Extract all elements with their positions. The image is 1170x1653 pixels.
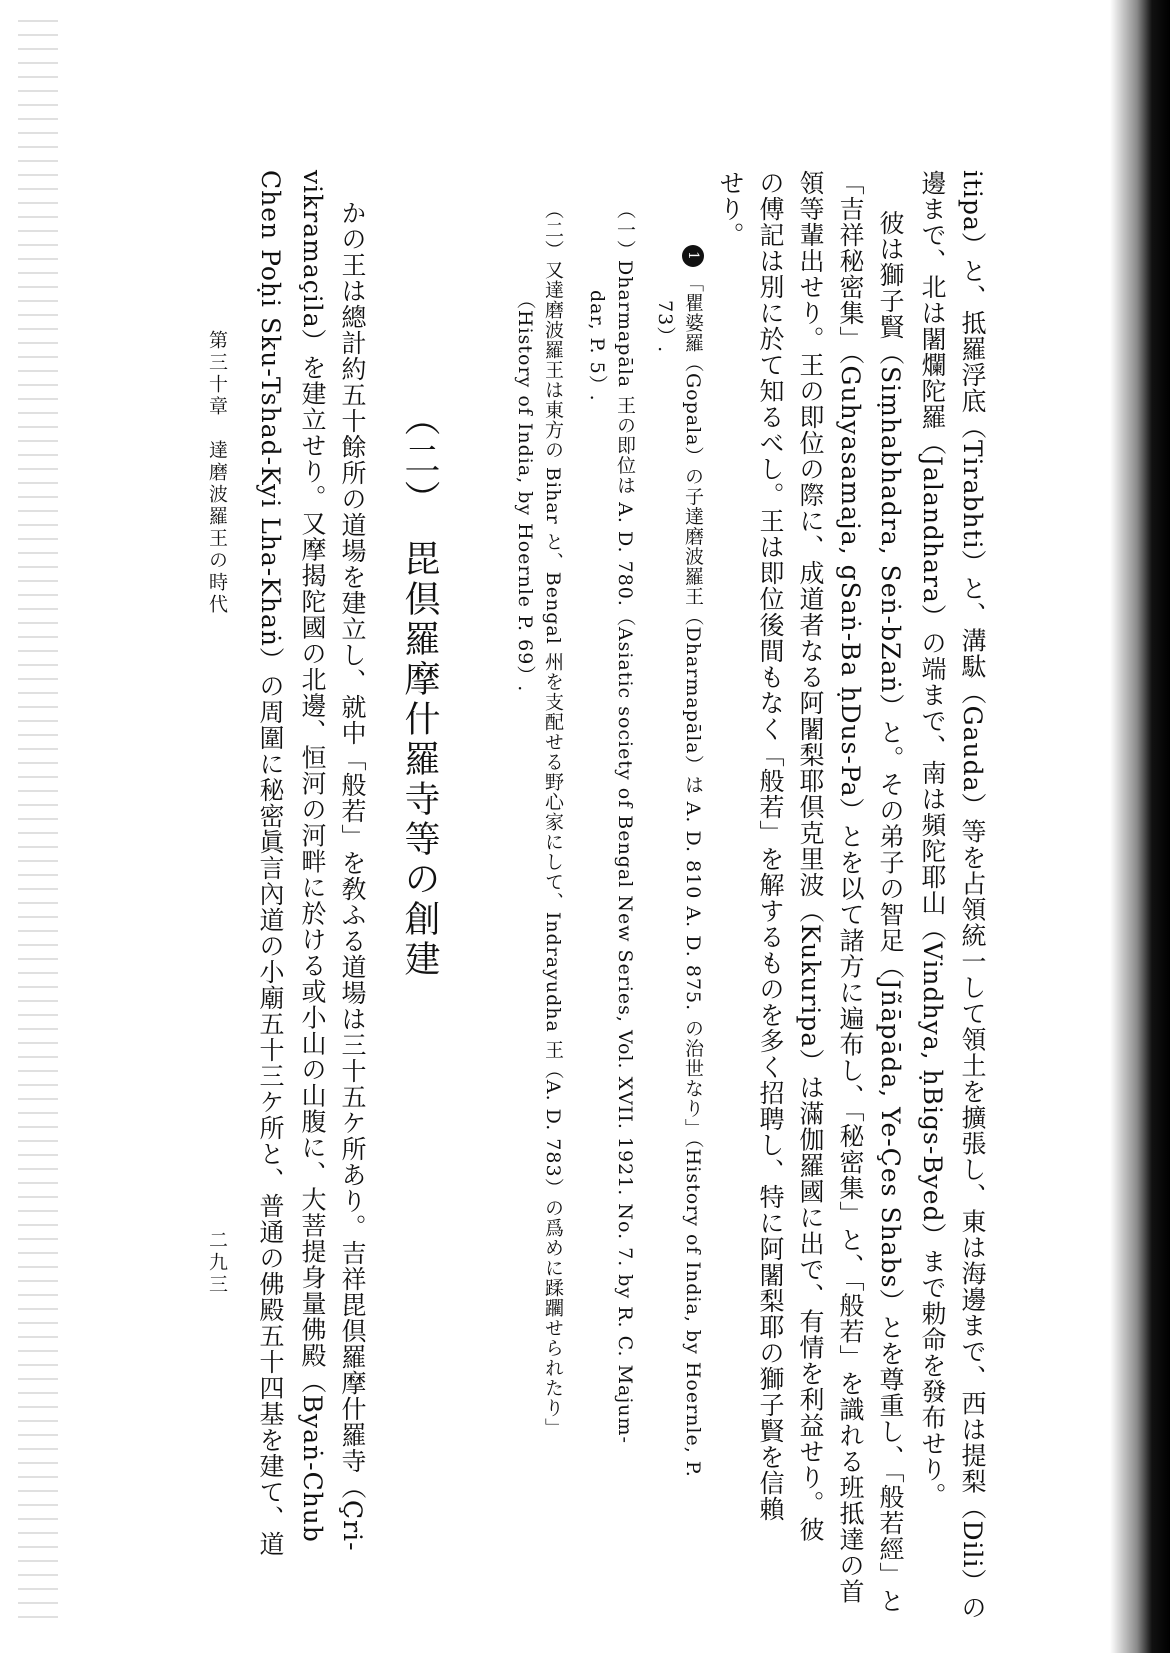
body-line: 「吉祥秘密集」（Guhyasamaja, gSaṅ-Ba ḥDus-Pa）とを以て諸方に遍布し、「秘密集」と、「般若」を識れる班抵達の首 <box>836 170 865 1605</box>
section-title: 毘倶羅摩什羅寺等の創建 <box>399 540 440 980</box>
body-line: 邊まで、北は闍爛陀羅（Jalandhara）の端まで、南は頻陀耶山（Vindhya, ḥBigs-Byed）まで勅命を發布せり。 <box>918 170 947 1509</box>
note-text: 又達磨波羅王は東方の Bihar と、Bengal 州を支配せる野心家にして、Indrayudha 王（A. D. 783）の爲めに蹂躙せられたり」 <box>542 260 564 1438</box>
note-label: （一） <box>614 200 636 260</box>
note-line: 73）. <box>654 300 676 354</box>
note-line <box>680 245 706 1478</box>
note-text: Dharmapāla 王の即位は A. D. 780.（Asiatic society of Bengal New Series, Vol. XVII. 1921. No. 7. by R. C. Majum- <box>614 260 636 1444</box>
section-line: vikramaçila）を建立せり。又摩揭陀國の北邊、恒河の河畔に於ける或小山の山腹に、大菩提身量佛殿（Byaṅ-Chub <box>298 170 327 1543</box>
book-spine-shadow <box>1110 0 1170 1653</box>
section-line: Chen Poḥi Sku-Tshad-Kyi Lha-Khaṅ）の周圍に秘密眞言內道の小廟五十三ケ所と、普通の佛殿五十四基を建て、道 <box>256 170 285 1558</box>
note-line <box>612 200 638 1444</box>
note-line: dar, P. 5）. <box>586 290 608 402</box>
chapter-footer: 第三十章 達磨波羅王の時代 <box>206 330 228 616</box>
note-text: 「瞿婆羅（Gopala）の子達磨波羅王（Dharmapāla）は A. D. 810 A. D. 875. の治世なり」（History of India, by Hoernle, P. <box>682 273 704 1478</box>
note-label: （二） <box>542 200 564 260</box>
body-line: 彼は獅子賢（Siṃhabhadra, Seṅ-bZaṅ）と。その弟子の智足（Jñāpāda, Ye-Çes Shabs）とを尊重し、「般若經」と <box>876 210 905 1614</box>
body-line: itipa）と、抵羅浮底（Tirabhti）と、溝駄（Gauda）等を占領統一して領土を擴張し、東は海邊まで、西は提梨（Dili）の <box>958 170 987 1621</box>
note-line: （History of India, by Hoernle P. 69）. <box>514 290 536 693</box>
note-line <box>540 200 566 1438</box>
section-line: かの王は總計約五十餘所の道場を建立し、就中「般若」を敎ふる道場は三十五ケ所あり。吉祥毘倶羅摩什羅寺（Çri- <box>338 200 367 1552</box>
page-number: 二九三 <box>206 1230 228 1296</box>
body-line: せり。 <box>716 170 745 248</box>
section-heading <box>395 400 443 980</box>
note-marker-icon: 1 <box>682 245 704 267</box>
body-line: 領等輩出せり。王の即位の際に、成道者なる阿闍梨耶倶克里波（Kukuripa）は滿伽羅國に出で、有情を利益せり。彼 <box>796 170 825 1543</box>
section-number: （二） <box>399 400 440 520</box>
margin-artifacts <box>18 20 58 1630</box>
body-line: の傅記は別に於て知るべし。王は即位後間もなく「般若」を解するものを多く招聘し、特に阿闍梨耶の獅子賢を信賴 <box>756 170 785 1522</box>
